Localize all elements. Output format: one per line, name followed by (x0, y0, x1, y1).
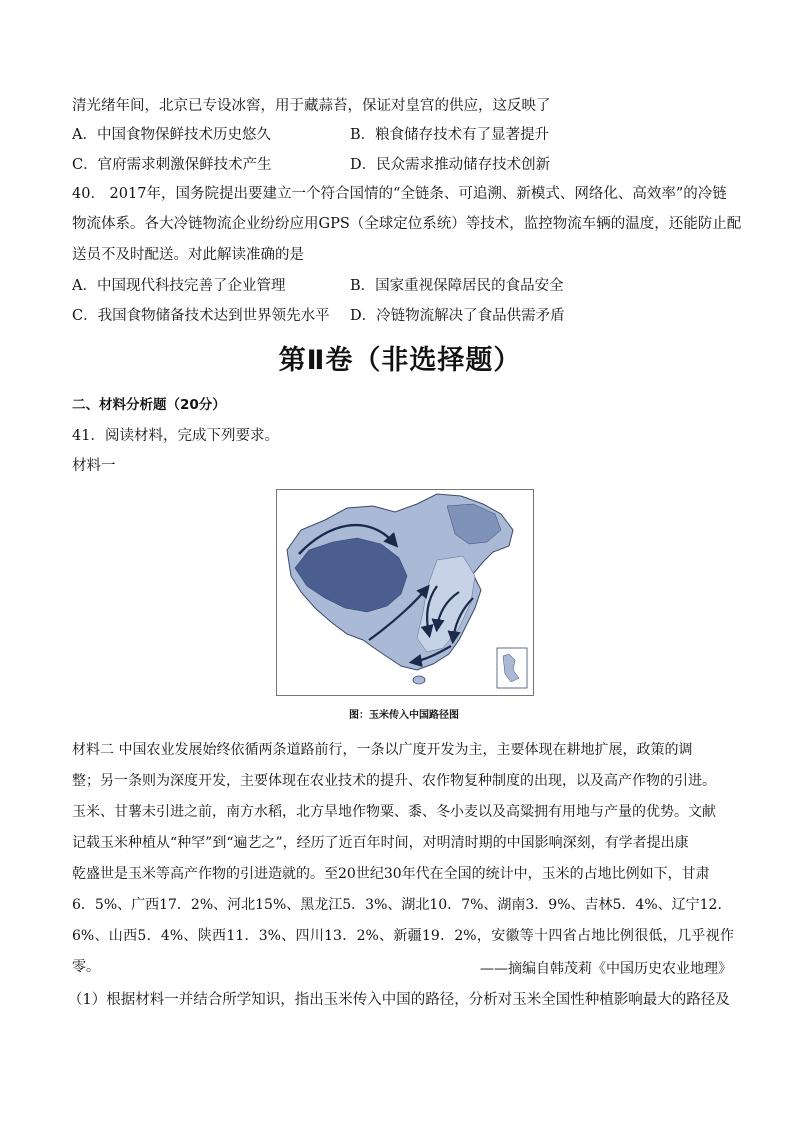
material2-source: ——摘编自韩茂莉《中国历史农业地理》 (480, 961, 732, 977)
material2-paragraph (72, 735, 734, 983)
q39-stem: 清光绪年间，北京已专设冰窖，用于藏蒜苔，保证对皇宫的供应，这反映了 (72, 98, 551, 114)
material2-line: 整；另一条则为深度开发，主要体现在农业技术的提升、农作物复种制度的出现，以及高产作物的引进。 (72, 773, 716, 789)
q40-stem-line-1: 40． 2017年，国务院提出要建立一个符合国情的“全链条、可追溯、新模式、网络化、高效率”的冷链 (72, 186, 727, 202)
q40-option-a: A．中国现代科技完善了企业管理 (72, 278, 286, 294)
part2-heading: 二、材料分析题（20分） (72, 397, 226, 413)
q39-option-c: C．官府需求刺激保鲜技术产生 (72, 157, 272, 173)
q39-option-d: D．民众需求推动储存技术创新 (350, 157, 551, 173)
q41-sub1: （1）根据材料一并结合所学知识，指出玉米传入中国的路径，分析对玉米全国性种植影响最大的路径及 (68, 992, 730, 1008)
map-caption: 图：玉米传入中国路径图 (349, 710, 459, 721)
q40-stem-line-3: 送员不及时配送。对此解读准确的是 (72, 247, 304, 263)
material2-line: 玉米、甘薯未引进之前，南方水稻，北方旱地作物粟、黍、冬小麦以及高粱拥有用地与产量的优势。文献 (72, 804, 716, 820)
q40-option-c: C．我国食物储备技术达到世界领先水平 (72, 308, 330, 324)
q41-intro: 41．阅读材料，完成下列要求。 (72, 428, 279, 444)
q40-stem-line-2: 物流体系。各大冷链物流企业纷纷应用GPS（全球定位系统）等技术，监控物流车辆的温度，还能防止配 (72, 216, 742, 232)
q39-option-a: A．中国食物保鲜技术历史悠久 (72, 127, 271, 143)
material2-line: 材料二 中国农业发展始终依循两条道路前行，一条以广度开发为主，主要体现在耕地扩展，政策的调 (72, 742, 693, 758)
map-figure (276, 489, 534, 696)
china-map-image (277, 490, 533, 695)
q40-option-b: B．国家重视保障居民的食品安全 (350, 278, 564, 294)
material2-line: 乾盛世是玉米等高产作物的引进造就的。至20世纪30年代在全国的统计中，玉米的占地比例如下，甘肃 (72, 866, 710, 882)
section-title: 第Ⅱ卷（非选择题） (278, 345, 522, 376)
q40-option-d: D．冷链物流解决了食品供需矛盾 (350, 308, 565, 324)
material1-label: 材料一 (72, 458, 116, 474)
material2-line: 记载玉米种植从“种罕”到“遍艺之”，经历了近百年时间，对明清时期的中国影响深刻，有学者提出康 (72, 835, 689, 851)
q39-option-b: B．粮食储存技术有了显著提升 (350, 127, 550, 143)
material2-line: 6%、山西5．4%、陕西11．3%、四川13．2%、新疆19．2%，安徽等十四省占地比例很低，几乎视作零。 (72, 928, 734, 975)
hainan-island (413, 676, 425, 684)
material2-line: 6．5%、广西17．2%、河北15%、黑龙江5．3%、湖北10．7%、湖南3．9%、吉林5．4%、辽宁12． (72, 897, 732, 913)
